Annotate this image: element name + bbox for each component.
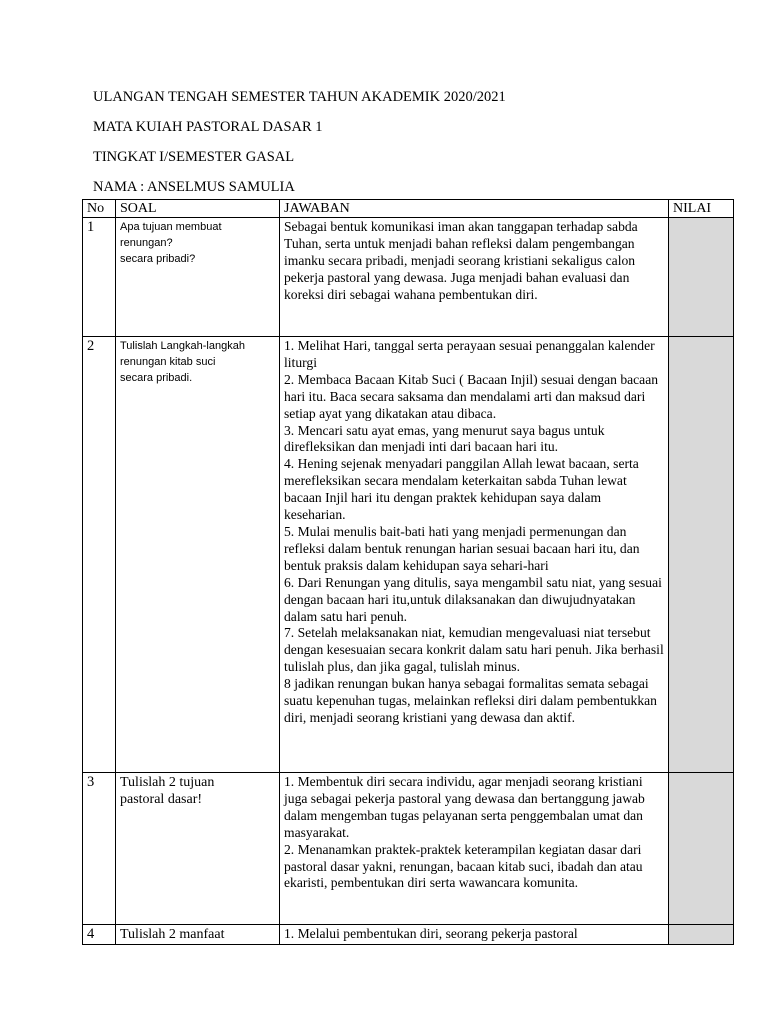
table-row (83, 337, 734, 773)
question-line: Tulislah 2 tujuan (120, 775, 215, 790)
exam-title: ULANGAN TENGAH SEMESTER TAHUN AKADEMIK 2020/2021 (93, 89, 506, 105)
score-cell[interactable] (669, 925, 734, 945)
course-name: MATA KUIAH PASTORAL DASAR 1 (93, 119, 323, 135)
question-line: Tulislah Langkah-langkah (120, 340, 245, 352)
table-header-row (83, 200, 734, 218)
question-cell (116, 925, 280, 945)
question-line: secara pribadi. (120, 372, 193, 384)
answer-cell (280, 337, 669, 773)
answer-table (82, 199, 734, 945)
answer-cell (280, 218, 669, 337)
answer-step: 8 jadikan renungan bukan hanya sebagai formalitas semata sebagai suatu kepenuhan tugas, melainkan refleksi diri dalam pembentukkan diri, menjadi seorang kristiani yang dewasa dan aktif. (284, 676, 657, 725)
row-number: 2 (83, 337, 116, 773)
row-number: 3 (83, 773, 116, 925)
answer-paragraph: Sebagai bentuk komunikasi iman akan tanggapan terhadap sabda Tuhan, serta untuk menjadi bahan refleksi dalam pengembangan imanku secara pribadi, menjadi seorang kristiani sekaligus calon pekerja pastoral yang dewasa. Juga menjadi bahan evaluasi dan koreksi diri sebagai wahana pembentukan diri. (284, 219, 638, 302)
question-line: pastoral dasar! (120, 792, 203, 807)
answer-step: 1. Melalui pembentukan diri, seorang pekerja pastoral (284, 926, 578, 941)
row-number: 4 (83, 925, 116, 945)
question-line: renungan? (120, 237, 173, 249)
row-number: 1 (83, 218, 116, 337)
question-cell (116, 773, 280, 925)
column-header-nilai: NILAI (669, 200, 734, 218)
answer-cell (280, 773, 669, 925)
question-line: renungan kitab suci (120, 356, 216, 368)
column-header-jawaban: JAWABAN (280, 200, 669, 218)
question-line: Apa tujuan membuat (120, 221, 222, 233)
answer-step: 1. Membentuk diri secara individu, agar menjadi seorang kristiani juga sebagai pekerja pastoral yang dewasa dan bertanggung jawab dalam mengemban tugas pelayanan serta penggembalan umat dan masyarakat. (284, 774, 645, 840)
column-header-soal: SOAL (116, 200, 280, 218)
student-name: NAMA : ANSELMUS SAMULIA (93, 179, 295, 195)
question-line: Tulislah 2 manfaat (120, 927, 225, 942)
answer-step: 7. Setelah melaksanakan niat, kemudian mengevaluasi niat tersebut dengan kesesuaian secara konkrit dalam satu hari penuh. Jika berhasil tulislah plus, dan jika gagal, tulislah minus. (284, 625, 664, 675)
question-cell (116, 337, 280, 773)
answer-step: 3. Mencari satu ayat emas, yang menurut saya bagus untuk direfleksikan dan menjadi inti dari bacaan hari itu. (284, 422, 605, 455)
table-row (83, 925, 734, 945)
answer-step: 6. Dari Renungan yang ditulis, saya mengambil satu niat, yang sesuai dengan bacaan hari itu,untuk dilaksanakan dan diwujudnyatakan dalam satu hari penuh. (284, 574, 662, 624)
score-cell[interactable] (669, 773, 734, 925)
level-semester: TINGKAT I/SEMESTER GASAL (93, 149, 295, 165)
answer-cell (280, 925, 669, 945)
table-row (83, 218, 734, 337)
answer-step: 1. Melihat Hari, tanggal serta perayaan sesuai penanggalan kalender liturgi (284, 338, 655, 370)
question-line: secara pribadi? (120, 253, 196, 265)
table-row (83, 773, 734, 925)
score-cell[interactable] (669, 218, 734, 337)
answer-step: 2. Membaca Bacaan Kitab Suci ( Bacaan Injil) sesuai dengan bacaan hari itu. Baca secara saksama dan mendalami arti dan maksud dari setiap ayat yang dikatakan atau dibaca. (284, 371, 659, 421)
answer-step: 4. Hening sejenak menyadari panggilan Allah lewat bacaan, serta merefleksikan secara mendalam keterkaitan sabda Tuhan lewat bacaan Injil hari itu dengan praktek kehidupan saya dalam keseharian. (284, 456, 639, 523)
answer-step: 2. Menanamkan praktek-praktek keterampilan kegiatan dasar dari pastoral dasar yakni, renungan, bacaan kitab suci, ibadah dan atau ekaristi, pembentukan diri serta wawancara komunita. (284, 841, 643, 891)
document-header (93, 88, 713, 208)
column-header-no: No (83, 200, 116, 218)
score-cell[interactable] (669, 337, 734, 773)
question-cell (116, 218, 280, 337)
answer-step: 5. Mulai menulis bait-bati hati yang menjadi permenungan dan refleksi dalam bentuk renungan harian sesuai bacaan hari itu, dan bentuk praksis dalam kehidupan saya sehari-hari (284, 523, 640, 573)
